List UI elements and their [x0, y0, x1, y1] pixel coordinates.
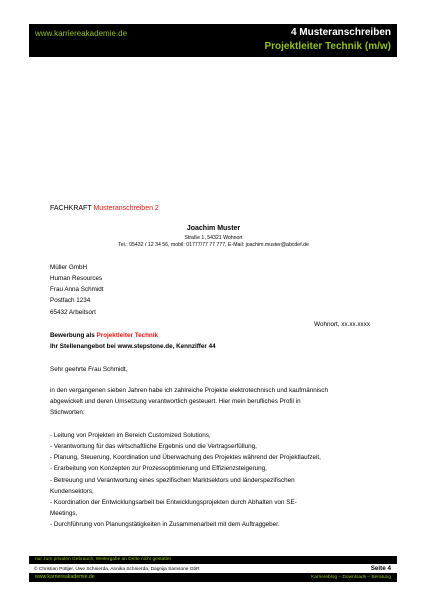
header-bar: [29, 24, 397, 57]
subject-prefix: Bewerbung als: [50, 332, 95, 339]
subject-line: [50, 332, 158, 339]
header-title: 4 Musteranschreiben: [290, 27, 391, 38]
footer-notice: nur zum privaten Gebrauch, Weitergabe an Dritte nicht gestattet: [35, 556, 171, 562]
doc-label-suffix: Musteranschreiben 2: [93, 205, 159, 212]
body-line: - Durchführung von Planungstätigkeiten in Zusammenarbeit mit dem Auftraggeber.: [50, 521, 280, 529]
recipient-line: Human Resources: [50, 275, 103, 282]
body-line: Kundensektors,: [50, 487, 94, 495]
subject-reference: Ihr Stellenangebot bei www.stepstone.de, Kennziffer 44: [50, 343, 216, 350]
subject-job: Projektleiter Technik: [96, 332, 159, 339]
body-line: - Leitung von Projekten im Bereich Customized Solutions,: [50, 431, 211, 439]
body-line: - Betreuung und Verantwortung eines spezifischen Marktsektors und länderspezifischen: [50, 476, 295, 484]
salutation: Sehr geehrte Frau Schmidt,: [50, 366, 128, 373]
footer-links[interactable]: Karriereblog – Downloads – Beratung: [311, 574, 391, 580]
body-line: abgewickelt und deren Umsetzung verantwortlich gesteuert. Hier mein berufliches Profil in: [50, 398, 301, 406]
body-line: - Koordination der Entwicklungsarbeit bei Entwicklungsprojekten durch Abhalten von SE-: [50, 499, 297, 507]
body-line: in den vergangenen sieben Jahren habe ich zahlreiche Projekte elektrotechnisch und kaufmännisch: [50, 387, 328, 394]
recipient-line: Frau Anna Schmidt: [50, 286, 104, 293]
recipient-line: Müller GmbH: [50, 264, 88, 271]
header-subtitle: Projektleiter Technik (m/w): [264, 41, 391, 52]
body-line: Stichworten:: [50, 409, 85, 417]
letter-body: [50, 385, 380, 531]
sender-street: Straße 1, 54321 Wohnort: [184, 235, 243, 241]
header-url[interactable]: www.karriereakademie.de: [35, 29, 128, 38]
doc-label-prefix: FACHKRAFT: [50, 205, 92, 212]
body-line: - Erarbeitung von Konzepten zur Prozessoptimierung und Effizienzsteigerung,: [50, 465, 267, 473]
recipient-line: 65432 Arbeitsort: [50, 309, 96, 316]
footer-bar: [29, 573, 397, 582]
body-line: Meetings,: [50, 510, 78, 518]
sender-name: Joachim Muster: [186, 225, 241, 232]
sender-contact: Tel.: 05432 / 12 34 56, mobil: 01777/77 77 777, E-Mail: joachim.muster@abcdef.de: [118, 242, 309, 248]
body-line: - Planung, Steuerung, Koordination und Überwachung des Projektes während der Projektlaufzeit,: [50, 454, 321, 462]
body-line: - Verantwortung für das wirtschaftliche Ergebnis und die Vertragserfüllung,: [50, 443, 257, 451]
footer-copyright: © Christian Püttjer, Uwe Schnierda, Annika Schnierda, Dagnija Samsone GbR: [34, 567, 200, 572]
footer-notice-bar: [29, 556, 397, 564]
footer-url[interactable]: www.karriereakademie.de: [35, 574, 95, 580]
recipient-line: Postfach 1234: [50, 297, 91, 304]
place-date: Wohnort, xx.xx.xxxx: [314, 321, 370, 328]
doc-label: [50, 205, 159, 212]
page-number: Seite 4: [370, 565, 391, 572]
body-line: [50, 419, 380, 430]
